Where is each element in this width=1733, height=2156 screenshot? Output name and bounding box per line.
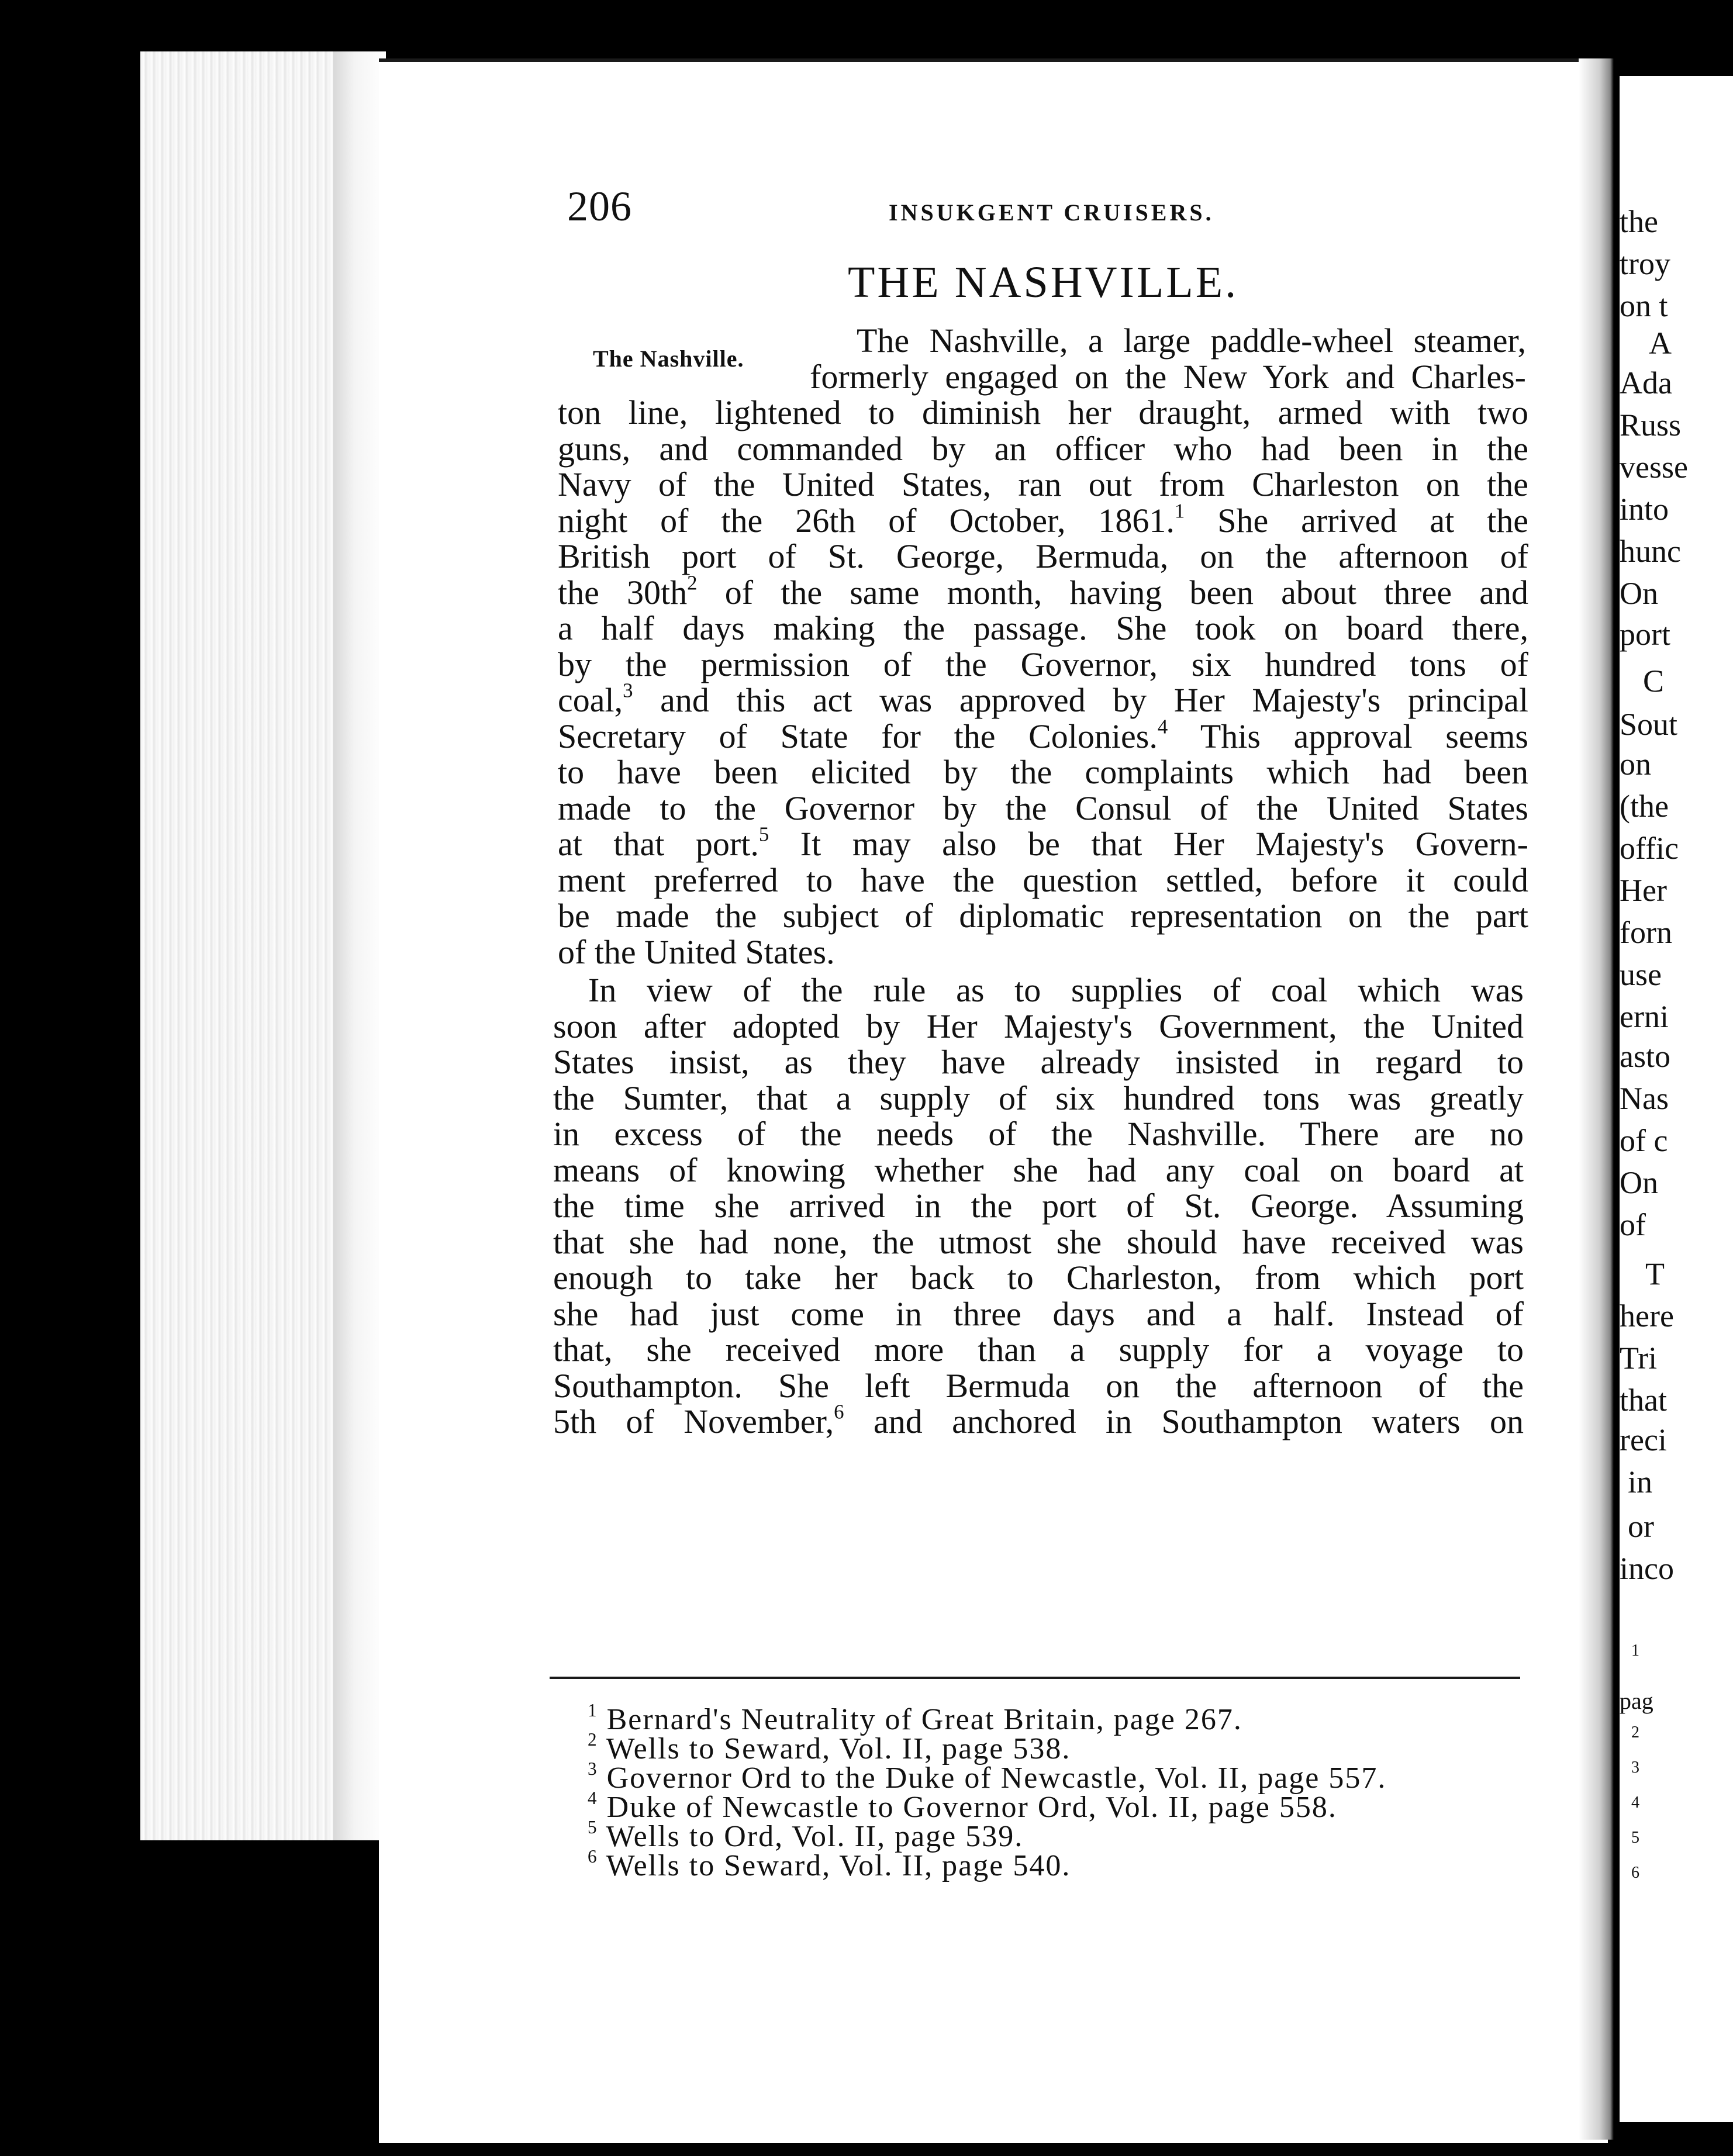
footnote-rule [550, 1677, 1520, 1679]
facing-page-note: 5 [1631, 1829, 1639, 1847]
body-line-text: ment preferred to have the question settled, before it could [558, 861, 1528, 899]
body-line [810, 357, 1526, 398]
body-line-text: the 30th [558, 573, 688, 611]
facing-page-line: port [1620, 617, 1670, 652]
facing-page-line: hunc [1620, 534, 1681, 569]
footnote-marker: 3 [623, 679, 633, 702]
body-line [553, 1222, 1524, 1263]
facing-page-note: 1 [1631, 1642, 1639, 1660]
body-line-text: States insist, as they have already insisted in regard to [553, 1043, 1524, 1081]
facing-page-line: Russ [1620, 407, 1682, 443]
footnote-text: Wells to Seward, Vol. II, page 540. [606, 1849, 1071, 1882]
body-line [558, 896, 1528, 937]
facing-page-line: T [1645, 1256, 1665, 1291]
facing-page-line: Tri [1620, 1340, 1658, 1376]
section-title: THE NASHVILLE. [848, 258, 1239, 307]
footnote-text: Wells to Seward, Vol. II, page 538. [606, 1732, 1071, 1765]
facing-page-line: vesse [1620, 450, 1688, 485]
facing-page-line: Sout [1620, 707, 1678, 742]
body-line-text: night of the 26th of October, 1861. [558, 501, 1175, 540]
body-line [553, 1294, 1524, 1335]
body-line-text: be made the subject of diplomatic representation on the part [558, 897, 1528, 935]
body-line [558, 464, 1528, 505]
body-line-text: the Sumter, that a supply of six hundred tons was greatly [553, 1079, 1524, 1117]
facing-page-line: reci [1620, 1422, 1667, 1457]
footnote-number: 1 [588, 1700, 598, 1721]
gutter-shadow [1579, 58, 1614, 2140]
body-line [553, 1257, 1524, 1298]
body-line-text: enough to take her back to Charleston, from which port [553, 1259, 1524, 1297]
footnote-marker: 2 [687, 571, 698, 595]
body-line [558, 429, 1528, 469]
running-head: INSUKGENT CRUISERS. [889, 199, 1214, 226]
body-line-text: guns, and commanded by an officer who had been in the [558, 429, 1528, 468]
body-line [553, 1366, 1524, 1407]
body-line-text: coal, [558, 681, 623, 719]
body-line-text: The Nashville, a large paddle-wheel steamer, [857, 322, 1526, 360]
body-line-text: of the same month, having been about three and [724, 573, 1528, 611]
body-line [558, 536, 1528, 577]
facing-page-line: Her [1620, 873, 1667, 908]
body-line [553, 1114, 1524, 1155]
facing-page-note: 3 [1631, 1758, 1639, 1777]
facing-page-line: On [1620, 1165, 1658, 1200]
body-line-text: in excess of the needs of the Nashville. There are no [553, 1115, 1524, 1153]
body-line-text: and this act was approved by Her Majesty's principal [660, 681, 1528, 719]
body-line-text: to have been elicited by the complaints which had been [558, 753, 1528, 791]
body-line [558, 860, 1528, 901]
body-line [558, 788, 1528, 829]
body-line [588, 970, 1524, 1011]
facing-page-line: in [1628, 1464, 1653, 1499]
facing-page-line: Ada [1620, 365, 1672, 400]
body-line [553, 1042, 1524, 1083]
footnote-text: Governor Ord to the Duke of Newcastle, Vol. II, page 557. [606, 1761, 1387, 1795]
footnote-number: 3 [588, 1758, 598, 1780]
facing-page-line: A [1649, 326, 1672, 361]
facing-page-line: the [1620, 204, 1658, 239]
body-line [553, 1186, 1524, 1226]
body-line [558, 716, 1528, 757]
facing-page-line: use [1620, 957, 1662, 992]
page-number: 206 [567, 183, 632, 230]
body-line-text: 5th of November, [553, 1402, 834, 1440]
facing-page-line: forn [1620, 915, 1672, 950]
body-line [558, 932, 1528, 973]
facing-page-line: asto [1620, 1039, 1670, 1074]
body-line-text: soon after adopted by Her Majesty's Government, the United [553, 1007, 1524, 1045]
footnote [588, 1846, 1071, 1884]
facing-page-line: of c [1620, 1123, 1668, 1158]
page-stack-edges [140, 51, 386, 1840]
facing-page-line: into [1620, 492, 1669, 527]
facing-page-note: pag [1620, 1688, 1653, 1714]
facing-page-line: on t [1620, 288, 1668, 323]
body-line-text: ton line, lightened to diminish her draught, armed with two [558, 393, 1528, 431]
body-line-text: means of knowing whether she had any coal on board at [553, 1150, 1524, 1189]
body-line-text: Secretary of State for the Colonies. [558, 717, 1158, 755]
footnote-number: 5 [588, 1817, 598, 1838]
facing-page-line: C [1643, 664, 1665, 699]
footnote-marker: 4 [1157, 715, 1168, 738]
body-line [553, 1078, 1524, 1119]
footnote-marker: 5 [758, 823, 769, 846]
body-line [553, 1006, 1524, 1047]
body-line [558, 572, 1528, 613]
footnote-text: Bernard's Neutrality of Great Britain, page 267. [606, 1703, 1242, 1736]
body-line [857, 320, 1526, 361]
body-line-text: In view of the rule as to supplies of coal which was [588, 971, 1524, 1009]
facing-page-line: troy [1620, 246, 1670, 281]
footnote-marker: 1 [1174, 499, 1185, 523]
body-line-text: she had just come in three days and a half. Instead of [553, 1294, 1524, 1333]
facing-page-note: 2 [1631, 1723, 1639, 1742]
footnote-number: 6 [588, 1846, 598, 1867]
facing-page-line: (the [1620, 789, 1669, 824]
body-line [558, 392, 1528, 433]
body-line [558, 824, 1528, 865]
body-line-text: made to the Governor by the Consul of the United States [558, 789, 1528, 827]
body-line-text: It may also be that Her Majesty's Govern- [800, 825, 1528, 863]
body-line-text: of the United States. [558, 932, 835, 971]
body-line [558, 608, 1528, 649]
body-line-text: that she had none, the utmost she should have received was [553, 1222, 1524, 1261]
body-line-text: that, she received more than a supply for a voyage to [553, 1331, 1524, 1369]
body-line-text: Southampton. She left Bermuda on the afternoon of the [553, 1366, 1524, 1405]
body-line-text: the time she arrived in the port of St. George. Assuming [553, 1187, 1524, 1225]
body-line [553, 1150, 1524, 1191]
body-line [558, 644, 1528, 685]
footnote-number: 2 [588, 1729, 598, 1750]
body-line-text: formerly engaged on the New York and Charles- [810, 357, 1526, 396]
body-line-text: This approval seems [1200, 717, 1528, 755]
body-line [558, 752, 1528, 793]
body-line-text: and anchored in Southampton waters on [873, 1402, 1524, 1440]
facing-page-line: of [1620, 1207, 1646, 1242]
facing-page-note: 4 [1631, 1794, 1639, 1812]
facing-page [1620, 76, 1733, 2122]
footnote-text: Wells to Ord, Vol. II, page 539. [606, 1820, 1024, 1853]
facing-page-line: or [1628, 1509, 1654, 1544]
facing-page-line: erni [1620, 999, 1669, 1034]
facing-page-line: Nas [1620, 1081, 1669, 1116]
body-line-text: She arrived at the [1217, 501, 1528, 540]
facing-page-line: inco [1620, 1551, 1674, 1586]
facing-page-line: offic [1620, 831, 1679, 866]
facing-page-line: on [1620, 747, 1651, 782]
facing-page-note: 6 [1631, 1864, 1639, 1882]
facing-page-line: On [1620, 576, 1658, 611]
footnote-text: Duke of Newcastle to Governor Ord, Vol. II, page 558. [606, 1791, 1337, 1824]
footnote-number: 4 [588, 1788, 598, 1809]
body-line-text: British port of St. George, Bermuda, on the afternoon of [558, 537, 1528, 575]
body-line [553, 1329, 1524, 1370]
side-note: The Nashville. [593, 345, 744, 372]
body-line-text: a half days making the passage. She took on board there, [558, 609, 1528, 647]
facing-page-line: that [1620, 1383, 1667, 1418]
facing-page-line: here [1620, 1298, 1674, 1333]
body-line [558, 500, 1528, 541]
body-line [553, 1401, 1524, 1442]
body-line-text: by the permission of the Governor, six hundred tons of [558, 645, 1528, 683]
body-line [558, 680, 1528, 721]
body-line-text: Navy of the United States, ran out from Charleston on the [558, 465, 1528, 503]
body-line-text: at that port. [558, 825, 759, 863]
footnote-marker: 6 [834, 1400, 844, 1423]
